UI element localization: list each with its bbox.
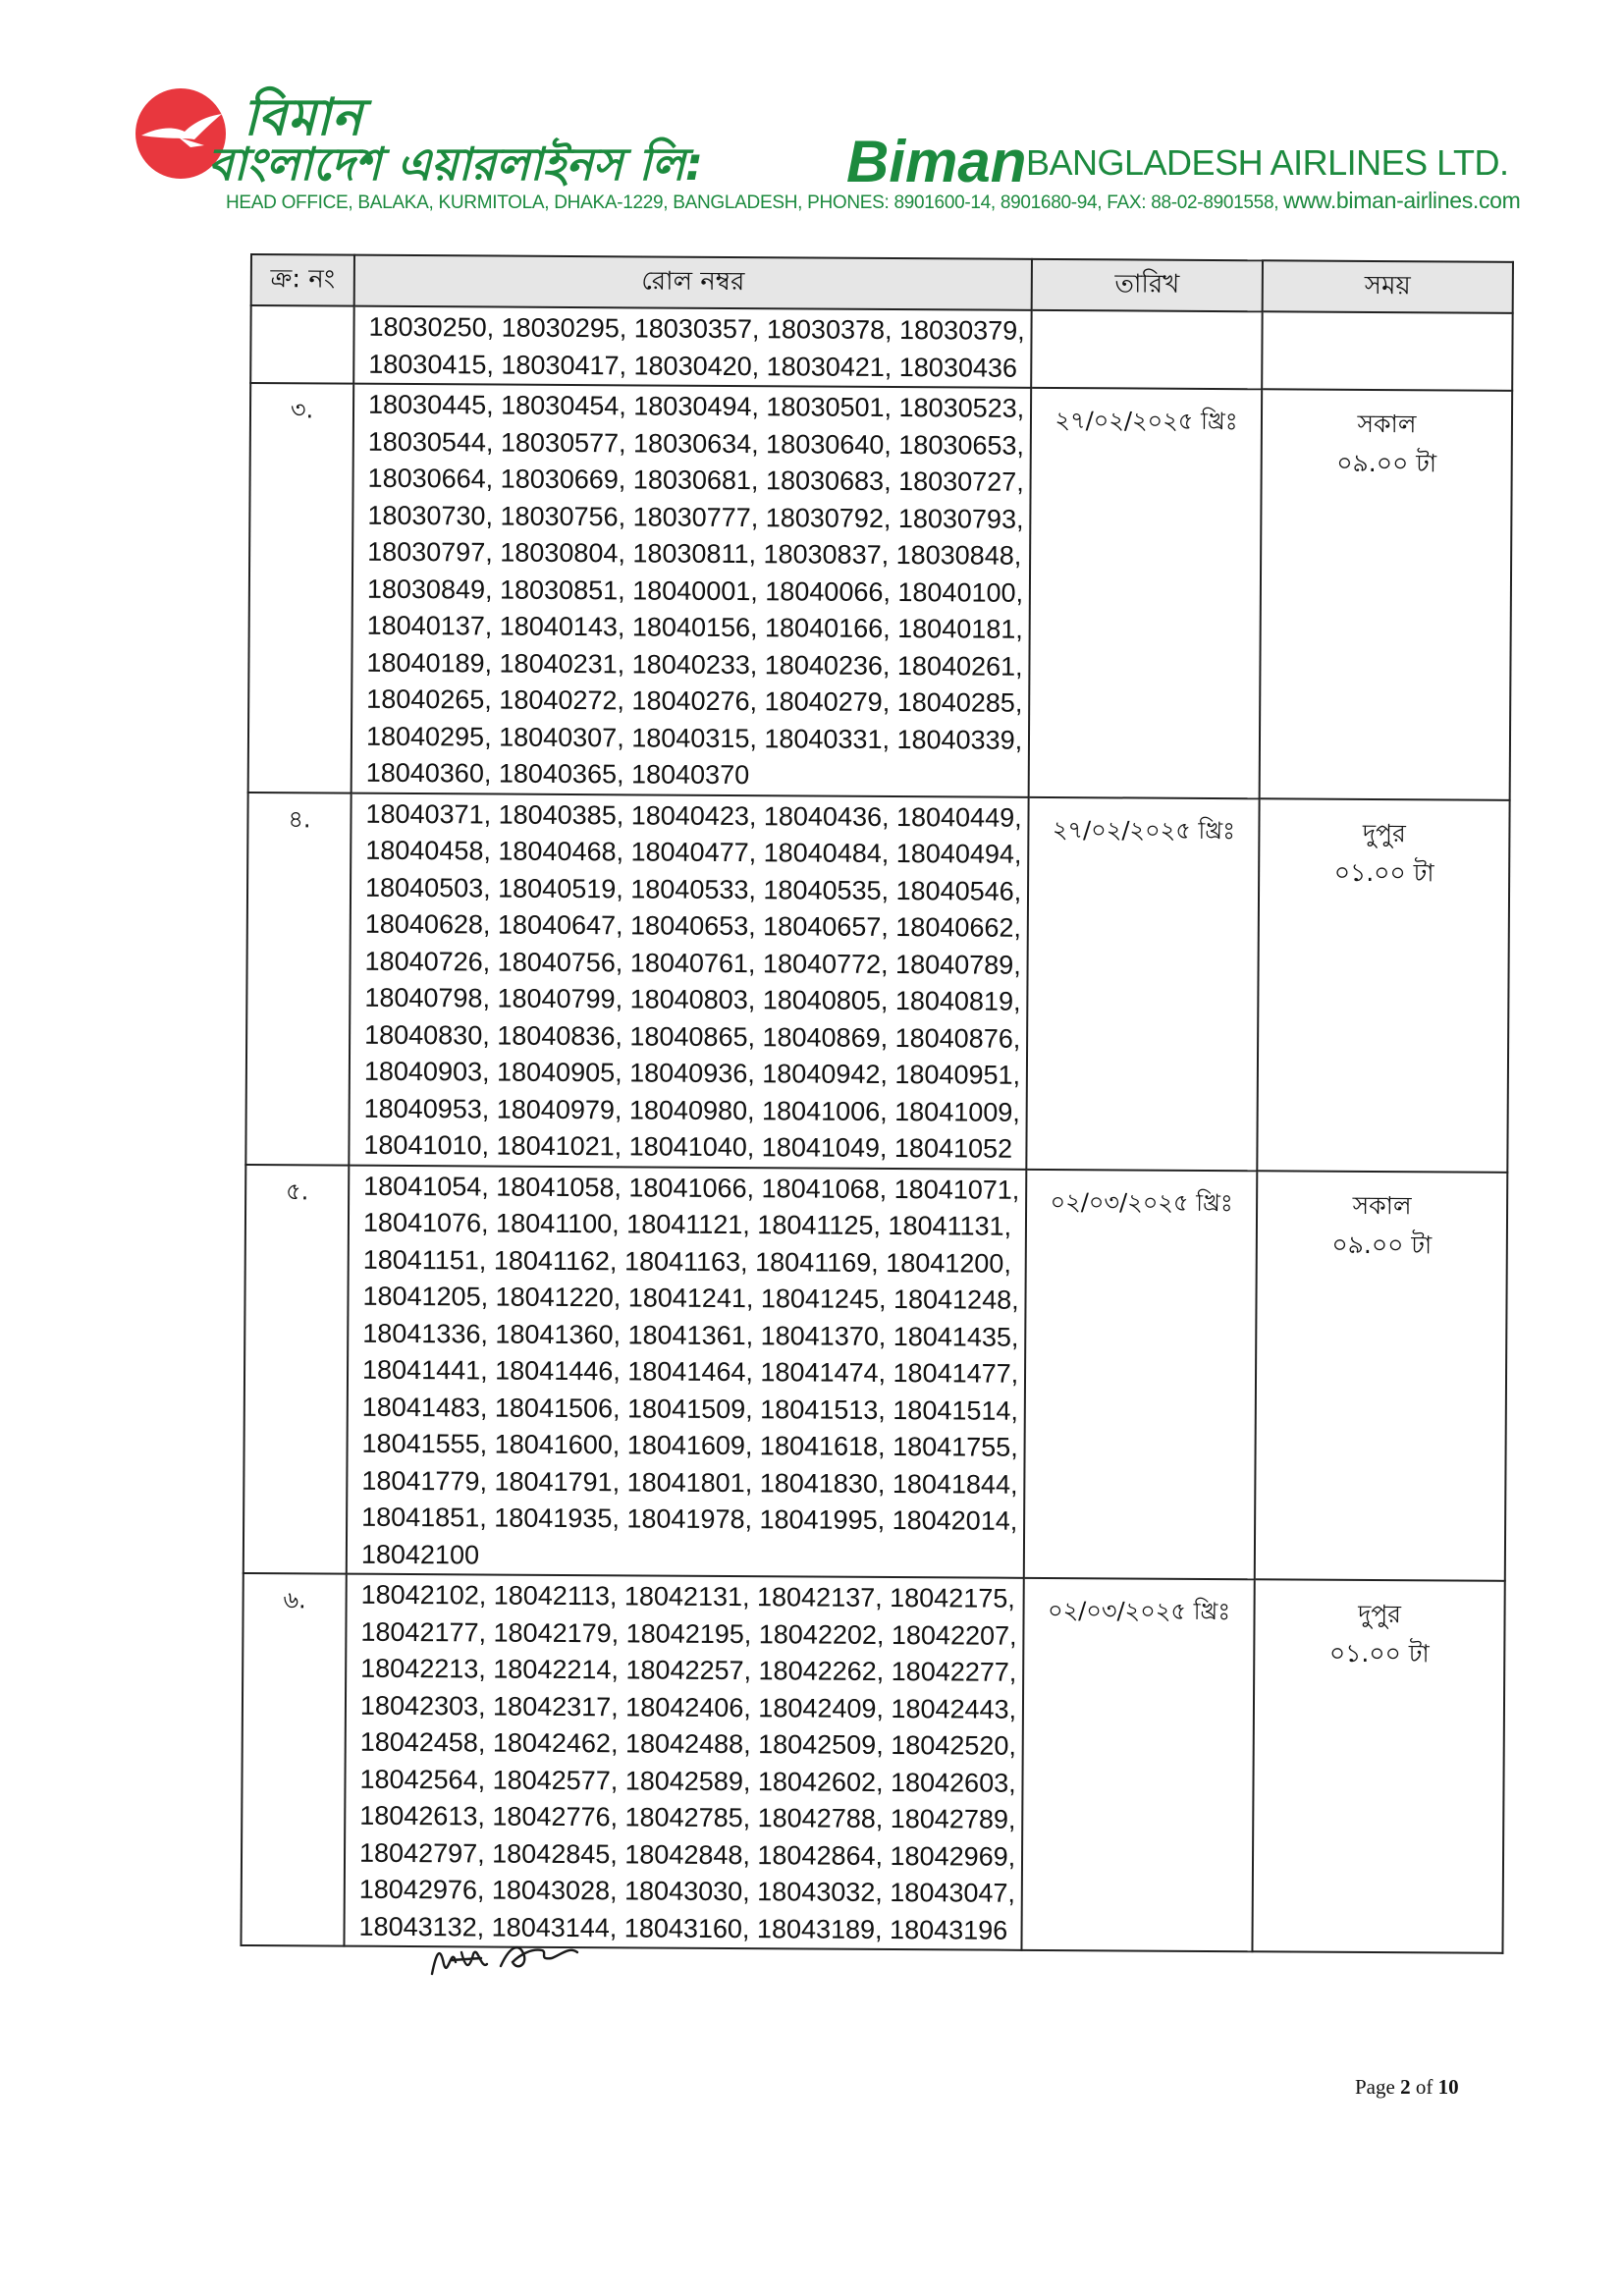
time-period: সকাল <box>1357 409 1417 439</box>
table-row <box>241 1573 1504 1953</box>
time-cell <box>1260 389 1513 799</box>
header-date: তারিখ <box>1032 259 1263 311</box>
roll-numbers-cell: 18030250, 18030295, 18030357, 18030378, 18030379, 18030415, 18030417, 18030420, 18030421, 18030436 <box>353 306 1031 388</box>
page-number <box>1355 2075 1459 2100</box>
page-current: 2 <box>1400 2075 1411 2099</box>
time-period: দুপুর <box>1362 818 1406 847</box>
header-time: সময় <box>1263 260 1513 313</box>
table-row <box>245 792 1509 1172</box>
roll-numbers-cell: 18040371, 18040385, 18040423, 18040436, 18040449, 18040458, 18040468, 18040477, 18040484, 18040494, 18040503, 18040519, 18040533, 18040535, 18040546, 18040628, 18040647, 18040653, 18040657, 18040662, 18040726, 18040756, 18040761, 18040772, 18040789, 18040798, 18040799, 18040803, 18040805, 18040819, 18040830, 18040836, 18040865, 18040869, 18040876, 18040903, 18040905, 18040936, 18040942, 18040951, 18040953, 18040979, 18040980, 18041006, 18041009, 18041010, 18041021, 18041040, 18041049, 18041052 <box>349 793 1028 1169</box>
handwritten-signature-icon <box>422 1925 609 1984</box>
serial-cell: ৫. <box>243 1164 350 1573</box>
table-row <box>248 383 1513 799</box>
table-header-row <box>251 254 1513 313</box>
website-text: www.biman-airlines.com <box>1283 188 1521 213</box>
time-period: দুপুর <box>1358 1599 1402 1629</box>
serial-cell: ৪. <box>245 792 351 1165</box>
date-cell: ২৭/০২/২০২৫ খ্রিঃ <box>1026 796 1259 1170</box>
page-total: 10 <box>1437 2075 1459 2099</box>
serial-cell: ৬. <box>241 1573 346 1946</box>
time-cell <box>1257 798 1509 1173</box>
time-value <box>1265 326 1511 328</box>
date-cell: ০২/০৩/২০২৫ খ্রিঃ <box>1021 1578 1254 1951</box>
page-prefix: Page <box>1355 2075 1401 2099</box>
time-cell <box>1255 1171 1508 1581</box>
header-roll-number: রোল নম্বর <box>354 255 1032 310</box>
brand-name-bangla-line1: বিমান <box>243 88 363 147</box>
header-serial: ক্র: নং <box>251 254 354 306</box>
time-period: সকাল <box>1352 1190 1412 1220</box>
table-row <box>243 1164 1508 1580</box>
time-value: ০৯.০০ টা <box>1336 448 1437 478</box>
date-cell <box>1031 310 1262 389</box>
time-cell <box>1262 311 1512 391</box>
head-office-address <box>226 188 1521 214</box>
handwritten-signature <box>422 1925 609 1988</box>
brand-name-biman: Biman <box>846 129 1027 194</box>
roll-numbers-cell: 18042102, 18042113, 18042131, 18042137, 18042175, 18042177, 18042179, 18042195, 18042202, 18042207, 18042213, 18042214, 18042257, 18042262, 18042277, 18042303, 18042317, 18042406, 18042409, 18042443, 18042458, 18042462, 18042488, 18042509, 18042520, 18042564, 18042577, 18042589, 18042602, 18042603, 18042613, 18042776, 18042785, 18042788, 18042789, 18042797, 18042845, 18042848, 18042864, 18042969, 18042976, 18043028, 18043030, 18043032, 18043047, 18043132, 18043144, 18043160, 18043189, 18043196 <box>344 1574 1023 1950</box>
roll-schedule-table <box>240 253 1514 1954</box>
time-value: ০১.০০ টা <box>1333 857 1434 887</box>
roll-schedule-table-wrapper <box>250 253 1512 1946</box>
time-cell <box>1252 1579 1504 1953</box>
date-cell: ০২/০৩/২০২৫ খ্রিঃ <box>1024 1169 1258 1579</box>
date-cell: ২৭/০২/২০২৫ খ্রিঃ <box>1029 388 1263 798</box>
serial-cell: ৩. <box>248 383 354 793</box>
page-of: of <box>1410 2075 1438 2099</box>
serial-cell <box>250 305 353 384</box>
roll-numbers-cell: 18041054, 18041058, 18041066, 18041068, 18041071, 18041076, 18041100, 18041121, 18041125, 18041131, 18041151, 18041162, 18041163, 18041169, 18041200, 18041205, 18041220, 18041241, 18041245, 18041248, 18041336, 18041360, 18041361, 18041370, 18041435, 18041441, 18041446, 18041464, 18041474, 18041477, 18041483, 18041506, 18041509, 18041513, 18041514, 18041555, 18041600, 18041609, 18041618, 18041755, 18041779, 18041791, 18041801, 18041830, 18041844, 18041851, 18041935, 18041978, 18041995, 18042014, 18042100 <box>347 1165 1027 1578</box>
letterhead <box>128 83 1521 213</box>
brand-name-english: BANGLADESH AIRLINES LTD. <box>1026 142 1509 183</box>
time-value: ০৯.০০ টা <box>1331 1230 1433 1259</box>
table-row <box>250 305 1512 391</box>
time-period <box>1265 326 1511 328</box>
brand-name-bangla-line2: বাংলাদেশ এয়ারলাইনস লি: <box>208 137 704 191</box>
roll-numbers-cell: 18030445, 18030454, 18030494, 18030501, 18030523, 18030544, 18030577, 18030634, 18030640, 18030653, 18030664, 18030669, 18030681, 18030683, 18030727, 18030730, 18030756, 18030777, 18030792, 18030793, 18030797, 18030804, 18030811, 18030837, 18030848, 18030849, 18030851, 18040001, 18040066, 18040100, 18040137, 18040143, 18040156, 18040166, 18040181, 18040189, 18040231, 18040233, 18040236, 18040261, 18040265, 18040272, 18040276, 18040279, 18040285, 18040295, 18040307, 18040315, 18040331, 18040339, 18040360, 18040365, 18040370 <box>352 384 1032 797</box>
time-value: ০১.০০ টা <box>1328 1638 1430 1668</box>
address-text: HEAD OFFICE, BALAKA, KURMITOLA, DHAKA-1229, BANGLADESH, PHONES: 8901600-14, 8901680-94, FAX: 88-02-8901558, <box>226 192 1279 213</box>
